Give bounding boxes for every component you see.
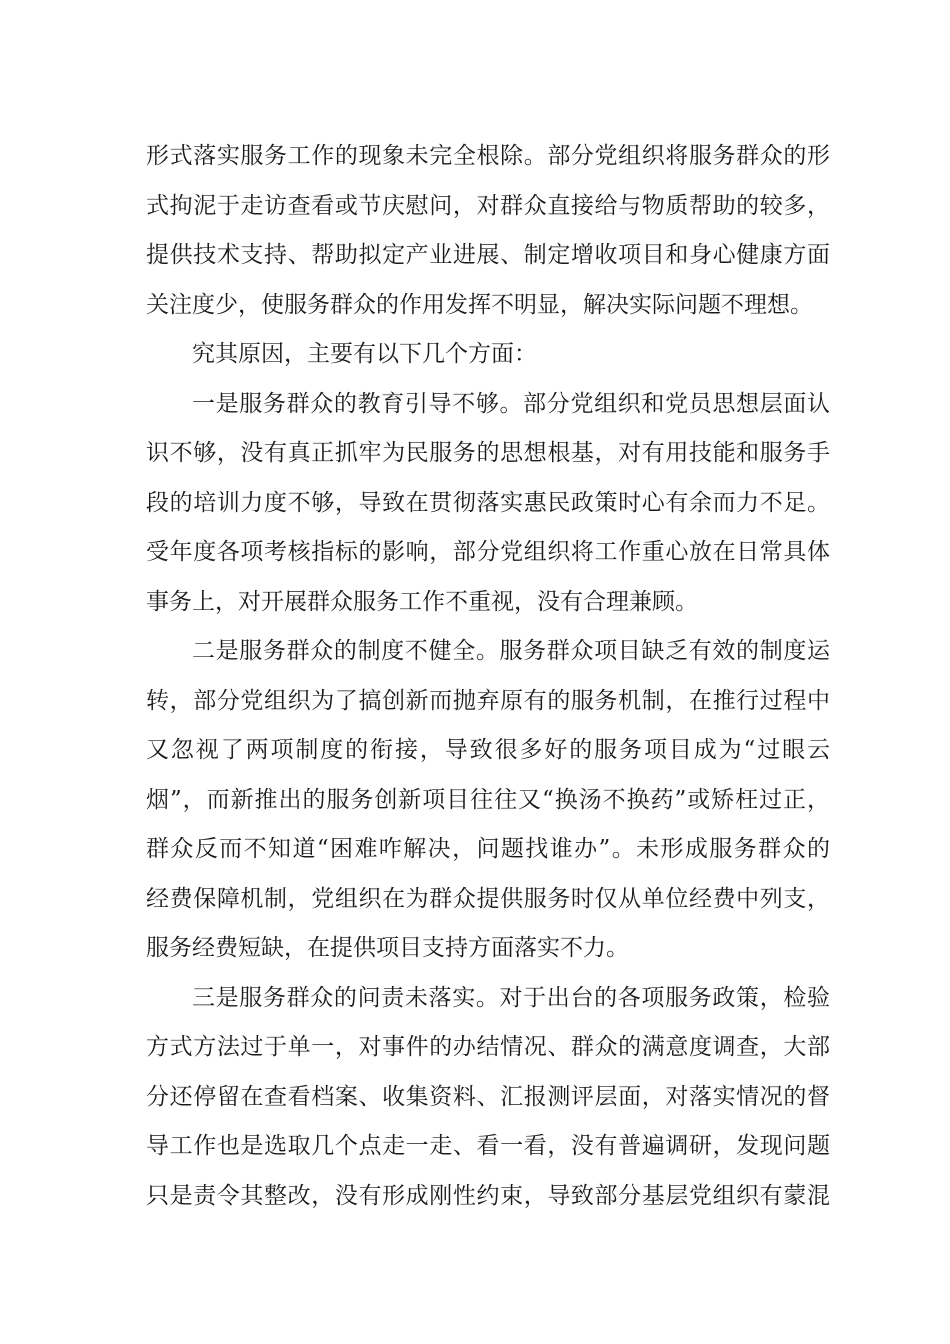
paragraph-start-line: 三是服务群众的问责未落实。对于出台的各项服务政策，检验 xyxy=(192,984,830,1011)
text-line: 关注度少，使服务群众的作用发挥不明显，解决实际问题不理想。 xyxy=(146,291,813,318)
text-line: 分还停留在查看档案、收集资料、汇报测评层面，对落实情况的督 xyxy=(146,1083,830,1110)
text-line: 识不够，没有真正抓牢为民服务的思想根基，对有用技能和服务手 xyxy=(146,440,830,466)
text-line: 只是责令其整改，没有形成刚性约束，导致部分基层党组织有蒙混 xyxy=(146,1182,830,1209)
text-line: 导工作也是选取几个点走一走、看一看，没有普遍调研，发现问题 xyxy=(146,1133,830,1159)
text-line: 又忽视了两项制度的衔接，导致很多好的服务项目成为“过眼云 xyxy=(146,737,830,763)
text-line: 转，部分党组织为了搞创新而抛弃原有的服务机制，在推行过程中 xyxy=(146,687,830,714)
text-line: 群众反而不知道“困难咋解决，问题找谁办”。未形成服务群众的 xyxy=(146,836,830,862)
text-line: 受年度各项考核指标的影响，部分党组织将工作重心放在日常具体 xyxy=(146,539,830,565)
text-line: 事务上，对开展群众服务工作不重视，没有合理兼顾。 xyxy=(146,588,698,615)
text-line: 式拘泥于走访查看或节庆慰问，对群众直接给与物质帮助的较多， xyxy=(146,192,830,219)
text-line: 方式方法过于单一，对事件的办结情况、群众的满意度调查，大部 xyxy=(146,1034,830,1060)
paragraph-start-line: 一是服务群众的教育引导不够。部分党组织和党员思想层面认 xyxy=(192,390,830,417)
text-line: 烟”，而新推出的服务创新项目往往又“换汤不换药”或矫枉过正， xyxy=(146,786,830,813)
text-line: 经费保障机制，党组织在为群众提供服务时仅从单位经费中列支， xyxy=(146,885,830,912)
document-body xyxy=(146,132,830,1221)
text-line: 形式落实服务工作的现象未完全根除。部分党组织将服务群众的形 xyxy=(146,143,830,169)
text-line: 提供技术支持、帮助拟定产业进展、制定增收项目和身心健康方面 xyxy=(146,242,830,268)
paragraph-start-line: 二是服务群众的制度不健全。服务群众项目缺乏有效的制度运 xyxy=(192,638,830,664)
text-line: 服务经费短缺，在提供项目支持方面落实不力。 xyxy=(146,935,629,961)
paragraph-start-line: 究其原因，主要有以下几个方面： xyxy=(192,341,537,367)
text-line: 段的培训力度不够，导致在贯彻落实惠民政策时心有余而力不足。 xyxy=(146,489,830,516)
